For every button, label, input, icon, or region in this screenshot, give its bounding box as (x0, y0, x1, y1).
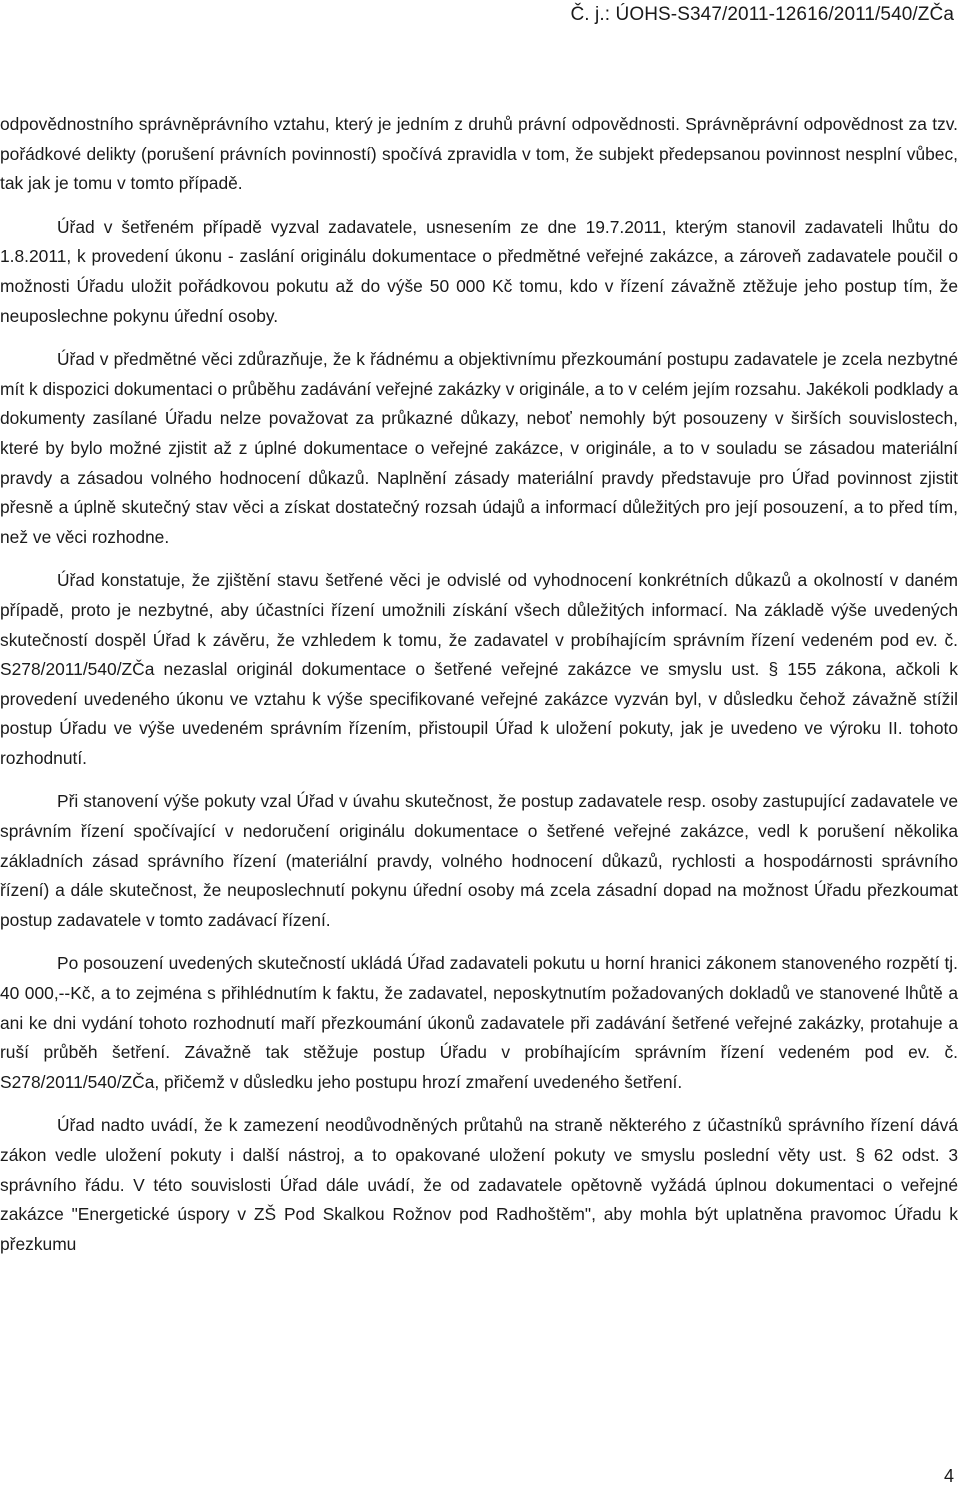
paragraph-summons: Úřad v šetřeném případě vyzval zadavatele, usnesením ze dne 19.7.2011, kterým stanovil zadavateli lhůtu do 1.8.2011, k provedení úkonu - zaslání originálu dokumentace o předmětné veřejné zakázce, a zároveň zadavatele poučil o možnosti Úřadu uložit pořádkovou pokutu až do výše 50 000 Kč tomu, kdo v řízení závažně ztěžuje jeho postup tím, že neuposlechne pokynu úřední osoby. (0, 216, 958, 326)
paragraph-findings: Úřad konstatuje, že zjištění stavu šetřené věci je odvislé od vyhodnocení konkrétních důkazů a okolností v daném případě, proto je nezbytné, aby účastníci řízení umožnili získání všech důležitých informací. Na základě výše uvedených skutečností dospěl Úřad k závěru, že vzhledem k tomu, že zadavatel v probíhajícím správním řízení vedeném pod ev. č. S278/2011/540/ZČa nezaslal originál dokumentace o šetřené veřejné zakázce ve smyslu ust. § 155 zákona, ačkoli k provedení uvedeného úkonu ve vztahu k výše specifikované veřejné zakázce vyzván byl, v důsledku čehož závažně stížil postup Úřadu ve výše uvedeném správním řízením, přistoupil Úřad k uložení pokuty, jak je uvedeno ve výroku II. tohoto rozhodnutí. (0, 570, 958, 768)
case-reference-number: Č. j.: ÚOHS-S347/2011-12616/2011/540/ZČa (570, 4, 954, 25)
page-number: 4 (943, 1466, 954, 1486)
paragraph-fine-imposed: Po posouzení uvedených skutečností ukládá Úřad zadavateli pokutu u horní hranici zákonem stanoveného rozpětí tj. 40 000,--Kč, a to zejména s přihlédnutím k faktu, že zadavatel, neposkytnutím požadovaných dokladů ve stanovené lhůtě a ani ke dni vydání tohoto rozhodnutí maří přezkoumání úkonů zadavatele při zadávání šetřené veřejné zakázky, protahuje a ruší průběh šetření. Závažně tak stěžuje postup Úřadu v probíhajícím správním řízení vedeném pod ev. č. S278/2011/540/ZČa, přičemž v důsledku jeho postupu hrozí zmaření uvedeného šetření. (0, 953, 958, 1092)
paragraph-continuation: odpovědnostního správněprávního vztahu, který je jedním z druhů právní odpovědnosti. Správněprávní odpovědnost za tzv. pořádkové delikty (porušení právních povinností) spočívá zpravidla v tom, že subjekt předepsanou povinnost nesplní vůbec, tak jak je tomu v tomto případě. (0, 114, 958, 194)
paragraph-further-measures: Úřad nadto uvádí, že k zamezení neodůvodněných průtahů na straně některého z účastníků správního řízení dává zákon vedle uložení pokuty i další nástroj, a to opakované uložení pokuty ve smyslu poslední věty ust. § 62 odst. 3 správního řádu. V této souvislosti Úřad dále uvádí, že od zadavatele opětovně vyžádá úplnou dokumentaci o veřejné zakázce "Energetické úspory v ZŠ Pod Skalkou Rožnov pod Radhoštěm", aby mohla být uplatněna pravomoc Úřadu k přezkumu (0, 1115, 958, 1254)
paragraph-fine-assessment: Při stanovení výše pokuty vzal Úřad v úvahu skutečnost, že postup zadavatele resp. osoby zastupující zadavatele ve správním řízení spočívající v nedoručení originálu dokumentace o šetřené veřejné zakázce, vedl k porušení několika základních zásad správního řízení (materiální pravdy, volného hodnocení důkazů, rychlosti a hospodárnosti správního řízení) a dále skutečnost, že neuposlechnutí pokynu úřední osoby má zcela zásadní dopad na možnost Úřadu přezkoumat postup zadavatele v tomto zadávací řízení. (0, 791, 958, 930)
document-body (0, 110, 958, 1273)
paragraph-documentation-necessity: Úřad v předmětné věci zdůrazňuje, že k řádnému a objektivnímu přezkoumání postupu zadavatele je zcela nezbytné mít k dispozici dokumentaci o průběhu zadávání veřejné zakázky v originále, a to v celém jejím rozsahu. Jakékoli podklady a dokumenty zasílané Úřadu nelze považovat za průkazné důkazy, neboť nemohly být posouzeny v širších souvislostech, které by bylo možné zjistit až z úplné dokumentace o veřejné zakázce, v originále, a to v souladu se zásadou materiální pravdy a zásadou volného hodnocení důkazů. Naplnění zásady materiální pravdy představuje pro Úřad povinnost zjistit přesně a úplně skutečný stav věci a získat dostatečný rozsah údajů a informací důležitých pro její posouzení, a to před tím, než ve věci rozhodne. (0, 349, 958, 547)
